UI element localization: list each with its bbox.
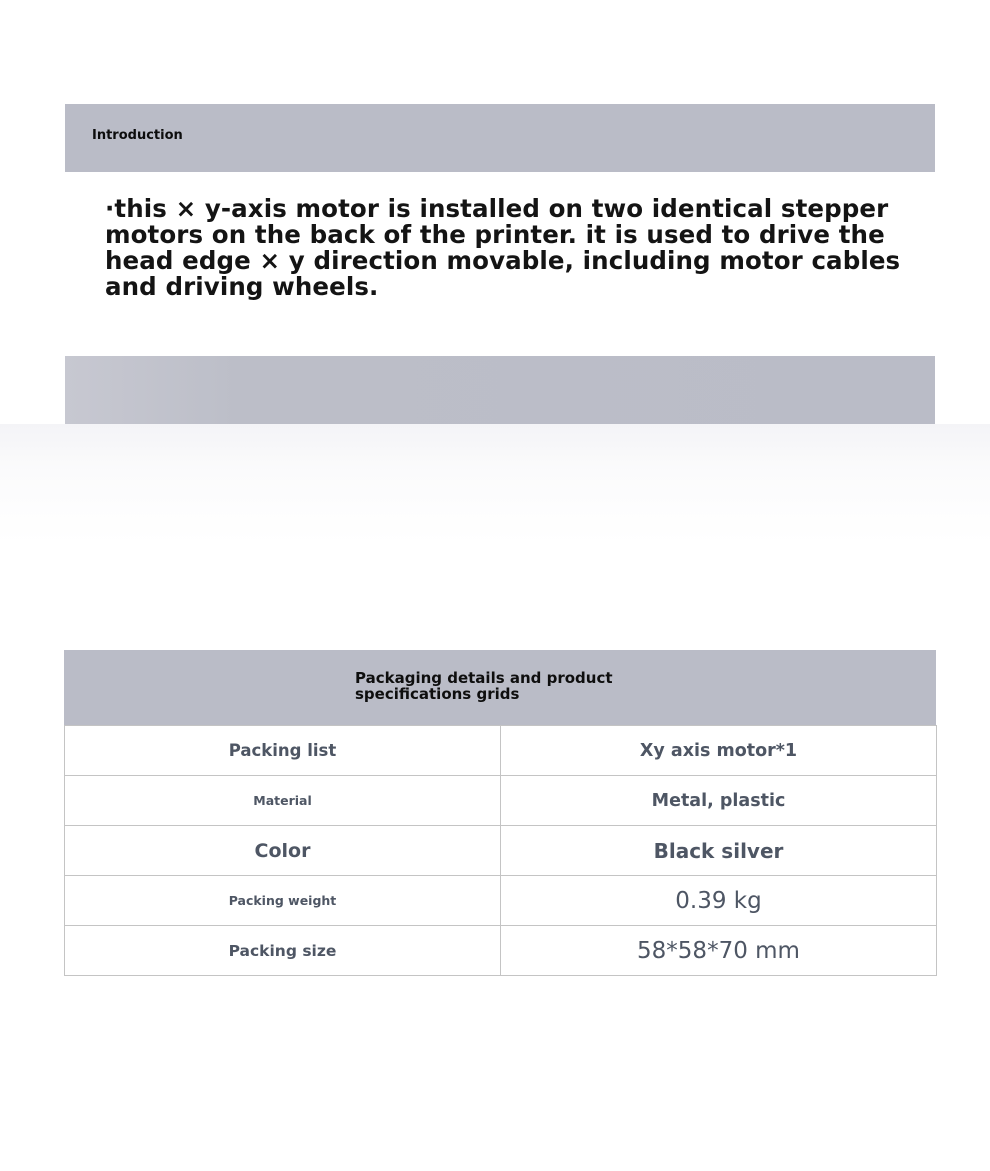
- spec-value-packing-list: Xy axis motor*1: [501, 726, 937, 776]
- spec-key-packing-weight: Packing weight: [65, 876, 501, 926]
- spec-key-packing-size: Packing size: [65, 926, 501, 976]
- table-row: [65, 926, 937, 976]
- table-row: [65, 776, 937, 826]
- table-row: [65, 726, 937, 776]
- spec-key-packing-list: Packing list: [65, 726, 501, 776]
- spec-value-color: Black silver: [501, 826, 937, 876]
- introduction-text: ·this × y-axis motor is installed on two identical stepper motors on the back of the printer. it is used to drive the head edge × y direction movable, including motor cables and driving wheels.: [105, 194, 901, 301]
- table-row: [65, 876, 937, 926]
- table-row: [65, 826, 937, 876]
- spec-value-material: Metal, plastic: [501, 776, 937, 826]
- specifications-table: [64, 725, 937, 976]
- specifications-header-band: [64, 650, 936, 725]
- specifications-title: Packaging details and product specifications grids: [355, 669, 613, 703]
- spec-key-color: Color: [65, 826, 501, 876]
- spec-value-packing-size: 58*58*70 mm: [501, 926, 937, 976]
- spec-key-material: Material: [65, 776, 501, 826]
- faded-background: [0, 424, 990, 544]
- spec-value-packing-weight: 0.39 kg: [501, 876, 937, 926]
- introduction-label: Introduction: [92, 128, 183, 143]
- introduction-header-band: [65, 104, 935, 172]
- section-divider-band: [65, 356, 935, 424]
